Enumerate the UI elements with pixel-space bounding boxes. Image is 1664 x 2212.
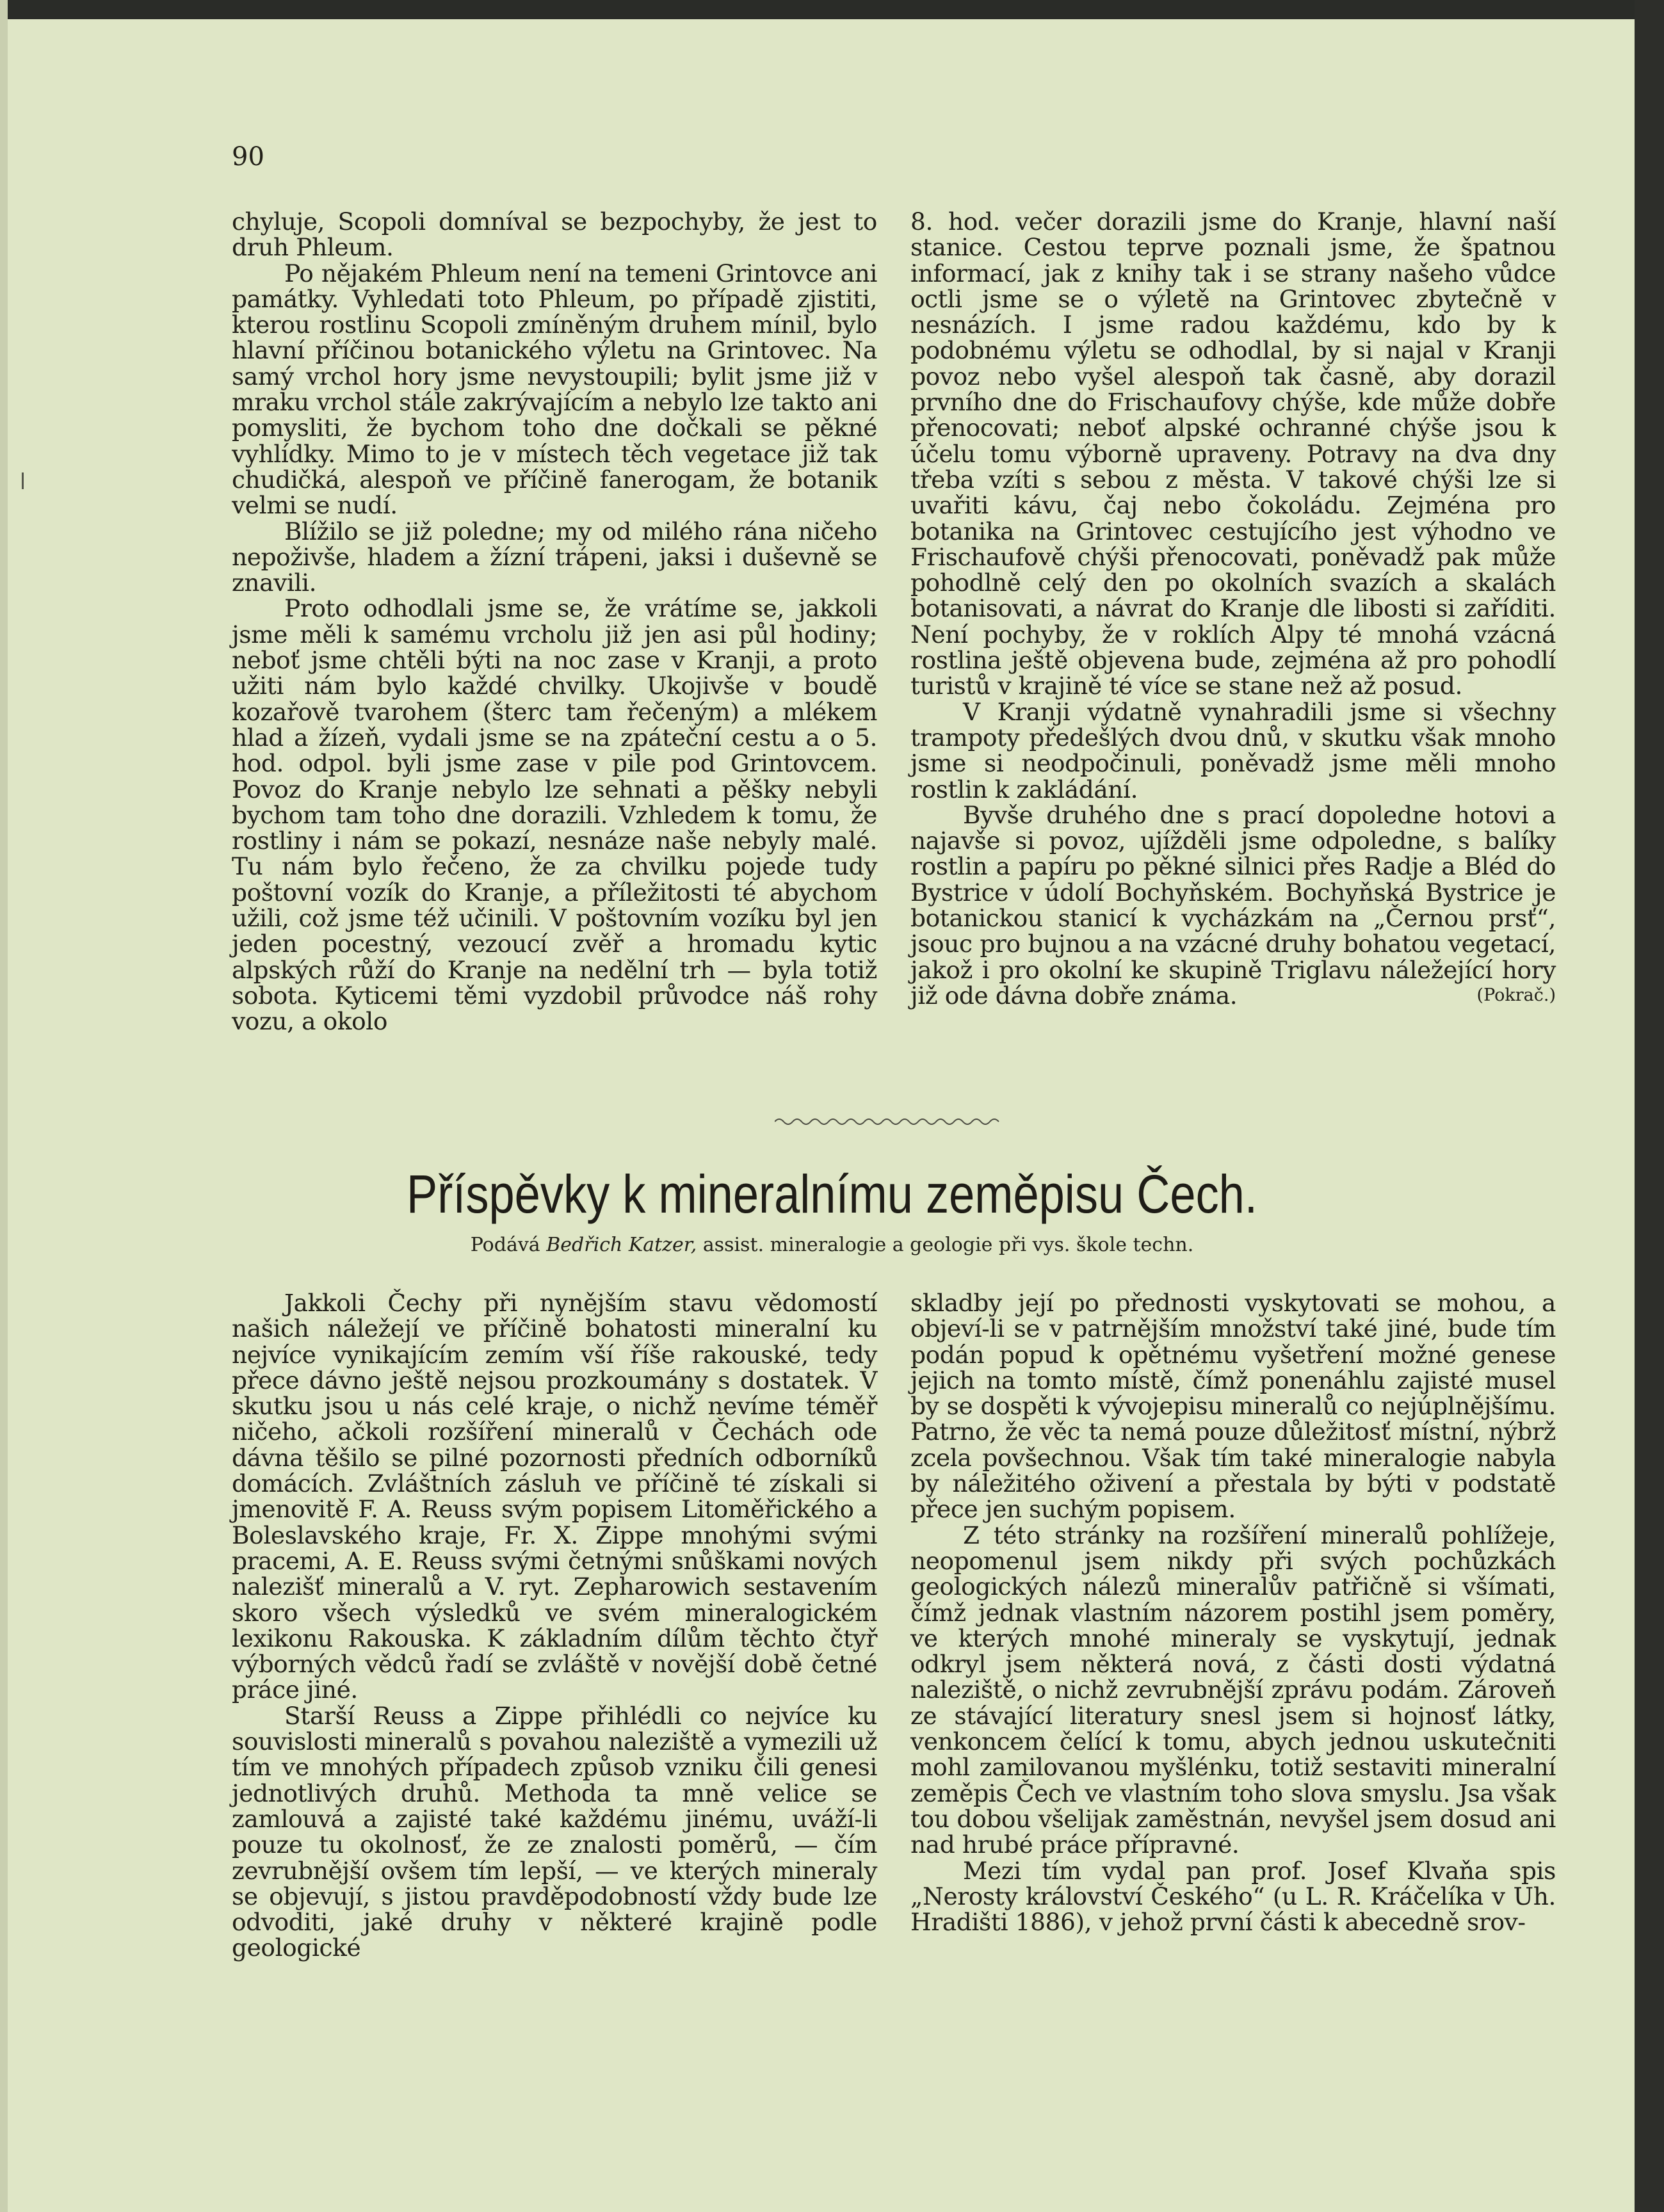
byline-prefix: Podává (470, 1234, 540, 1256)
paragraph: V Kranji výdatně vynahradili jsme si všechny trampoty předešlých dvou dnů, v skutku však mnoho jsme si neodpočinuli, poněvadž jsme měli mnoho rostlin k zakládání. (910, 697, 1556, 803)
paragraph: Mezi tím vydal pan prof. Josef Klvaňa spis „Nerosty království Českého“ (u L. R. Kráčelíka v Uh. Hradišti 1886), v jehož první části k abecedně srov- (910, 1856, 1556, 1937)
byline-author: Bedřich Katzer, (546, 1234, 697, 1256)
paragraph: Po nějakém Phleum není na temeni Grintovce ani památky. Vyhledati toto Phleum, po případě zjistiti, kterou rostlinu Scopoli zmíněným druhem mínil, bylo hlavní příčinou botanického výletu na Grintovec. Na samý vrchol hory jsme nevystoupili; bylit jsme již v mraku vrchol stále zakrývajícím a nebylo lze takto ani pomysliti, že bychom toho dne dočkali se pěkné vyhlídky. Mimo to je v místech těch vegetace již tak chudičká, alespoň ve příčině fanerogam, že botanik velmi se nudí. (232, 259, 877, 520)
article-title: Příspěvky k mineralnímu zeměpisu Čech. (407, 1164, 1257, 1224)
paragraph: Jakkoli Čechy při nynějším stavu vědomostí našich náležejí ve příčině bohatosti mineralní ku nejvíce vynikajícím zemím vší říše rakouské, tedy přece dávno ještě nejsou prozkoumány s dostatek. V skutku jsou u nás celé kraje, o nichž nevíme téměř ničeho, ačkoli rozšíření mineralů v Čechách ode dávna těšilo se pilné pozornosti předních odborníků domácích. Zvláštních zásluh ve příčině té získali si jmenovitě F. A. Reuss svým popisem Litoměřického a Boleslavského kraje, Fr. X. Zippe mnohými svými pracemi, A. E. Reuss svými četnými snůškami nových nalezišť mineralů a V. ryt. Zepharowich sestavením skoro všech výsledků ve svém mineralogickém lexikonu Rakouska. K základním dílům těchto čtyř výborných vědců řadí se zvláště v novější době četné práce jiné. (232, 1289, 877, 1704)
scan-mark (22, 472, 24, 489)
paragraph: 8. hod. večer dorazili jsme do Kranje, hlavní naší stanice. Cestou teprve poznali jsme, že špatnou informací, jak z knihy tak i se strany našeho vůdce octli jsme se o výletě na Grintovec zbytečně v nesnázích. I jsme radou každému, kdo by k podobnému výletu se odhodlal, by si najal v Kranji povoz nebo vyšel alespoň tak časně, aby dorazil prvního dne do Frischaufovy chýše, kde může dobře přenocovati; neboť alpské ochranné chýše jsou k účelu tomu výborně upraveny. Potravy na dva dny třeba vzíti s sebou z města. V takové chýši lze si uvařiti kávu, čaj nebo čokoládu. Zejména pro botanika na Grintovec cestujícího jest výhodno ve Frischaufově chýši přenocovati, poněvadž pak může pohodlně celý den po okolních svazích a skalách botanisovati, a návrat do Kranje dle libosti si zaříditi. Není pochyby, že v roklích Alpy té mnohá vzácná rostlina ještě objevena bude, zejména až pro pohodlí turistů v krajině té více se stane než až posud. (910, 207, 1556, 700)
paragraph-text: Byvše druhého dne s prací dopoledne hotovi a najavše si povoz, ujížděli jsme odpoledne, s balíky rostlin a papíru po pěkné silnici přes Radje a Bléd do Bystrice v údolí Bochyňském. Bochyňská Bystrice je botanickou stanicí k vycházkám na „Černou prsť“, jsouc pro bujnou a na vzácné druhy bohatou vegetací, jakož i pro okolní ke skupině Triglavu náležející hory již ode dávna dobře známa. (910, 800, 1556, 1010)
paragraph: Proto odhodlali jsme se, že vrátíme se, jakkoli jsme měli k samému vrcholu již jen asi půl hodiny; neboť jsme chtěli býti na noc zase v Kranji, a proto užiti nám bylo každé chvilky. Ukojivše v boudě kozařově tvarohem (šterc tam řečeným) a mlékem hlad a žízeň, vydali jsme se na zpáteční cestu a o 5. hod. odpol. byli jsme zase v pile pod Grintovcem. Povoz do Kranje nebylo lze sehnati a pěšky nebyli bychom tam toho dne dorazili. Vzhledem k tomu, že rostliny i nám se pokazí, nesnáze naše nebyly malé. Tu nám bylo řečeno, že za chvilku pojede tudy poštovní vozík do Kranje, a příležitosti té abychom užili, což jsme též učinili. V poštovním vozíku byl jen jeden pocestný, vezoucí zvěř a hromadu kytic alpských růží do Kranje na nedělní trh — byla totiž sobota. Kyticemi těmi vyzdobil průvodce náš rohy vozu, a okolo (232, 594, 877, 1036)
article2-right-column (910, 1290, 1556, 1935)
paragraph: Z této stránky na rozšíření mineralů pohlížeje, neopomenul jsem nikdy při svých pochůzkách geologických nálezů mineralův patřičně si všímati, čímž jednak vlastním názorem postihl jsem poměry, ve kterých mnohé mineraly se vyskytují, jednak odkryl jsem některá nová, z části dosti výdatná naleziště, o nichž zevrubnější zprávu podám. Zároveň ze stávající literatury snesl jsem si hojnosť látky, venkoncem čelící k tomu, abych jednou uskutečniti mohl zamilovanou myšlénku, totiž sestaviti mineralní zeměpis Čech ve vlastním toho slova smyslu. Jsa však tou dobou všelijak zaměstnán, nevyšel jsem dosud ani nad hrubé práce přípravné. (910, 1521, 1556, 1859)
paragraph (910, 802, 1556, 1008)
article2-left-column (232, 1290, 877, 1961)
scan-right-edge (1635, 0, 1664, 2212)
paragraph: Starší Reuss a Zippe přihlédli co nejvíce ku souvislosti mineralů s povahou naleziště a vymezili už tím ve mnohých případech způsob vzniku čili genesi jednotlivých druhů. Methoda ta mně velice se zamlouvá a zajisté také každému jinému, uváží-li pouze tu okolnosť, že ze znalosti poměrů, — čím zevrubnější ovšem tím lepší, — ve kterých mineraly se objevují, s jistou pravděpodobností vždy bude lze odvoditi, jaké druhy v některé krajině podle geologické (232, 1701, 877, 1962)
section-divider-ornament (775, 1115, 1005, 1128)
article1-right-column (910, 209, 1556, 1008)
paragraph: skladby její po přednosti vyskytovati se mohou, a objeví-li se v patrnějším množství také jiné, bude tím podán popud k opětnému vyšetření možné genese jejich na tomto místě, čímž ponenáhlu zajisté musel by se dospěti k vývojepisu mineralů co nejúplnějšímu. Patrno, že věc ta nemá pouze důležitosť místní, nýbrž zcela povšechnou. Však tím také mineralogie nabyla by náležitého oživení a přestala by býti v podstatě přece jen suchým popisem. (910, 1289, 1556, 1524)
byline (0, 1232, 1664, 1258)
continued-note: (Pokrač.) (1476, 985, 1556, 1005)
scan-left-edge (0, 0, 8, 2212)
byline-suffix: assist. mineralogie a geologie při vys. škole techn. (702, 1234, 1194, 1256)
paragraph: chyluje, Scopoli domníval se bezpochyby, že jest to druh Phleum. (232, 207, 877, 262)
page-number: 90 (232, 142, 264, 172)
scan-top-edge (0, 0, 1664, 19)
paragraph: Blížilo se již poledne; my od milého rána ničeho nepoživše, hladem a žízní trápeni, jaksi i duševně se znavili. (232, 517, 877, 597)
article1-left-column (232, 209, 877, 1035)
